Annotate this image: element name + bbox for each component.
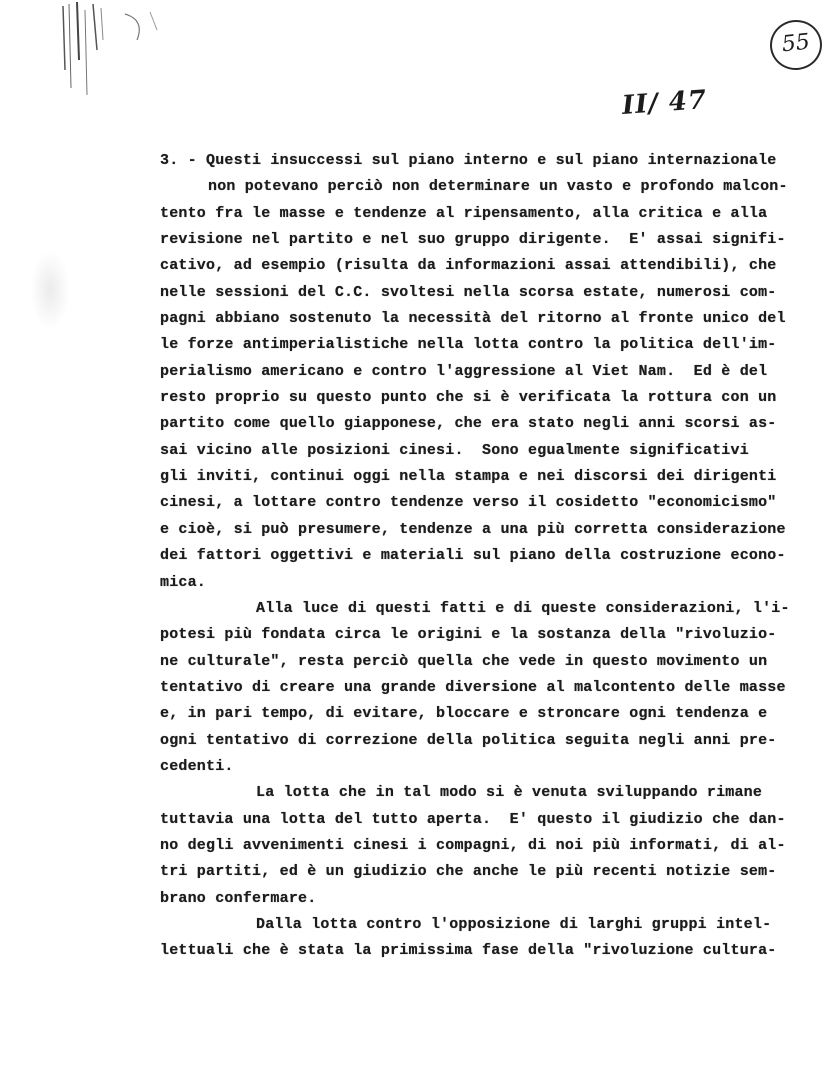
text-line: cedenti. bbox=[160, 757, 234, 775]
text-line: brano confermare. bbox=[160, 889, 317, 907]
text-line: resto proprio su questo punto che si è verificata la rottura con un bbox=[160, 389, 777, 407]
scan-smudge bbox=[30, 250, 70, 330]
text-line: gli inviti, continui oggi nella stampa e nei discorsi dei dirigenti bbox=[160, 468, 777, 486]
text-line: La lotta che in tal modo si è venuta sviluppando rimane bbox=[256, 784, 763, 802]
text-line: le forze antimperialistiche nella lotta contro la politica dell'im- bbox=[160, 336, 777, 354]
text-line: mica. bbox=[160, 573, 207, 591]
text-line: ne culturale", resta perciò quella che vede in questo movimento un bbox=[160, 652, 768, 670]
text-line: tri partiti, ed è un giudizio che anche le più recenti notizie sem- bbox=[160, 863, 777, 881]
scan-artifact-marks bbox=[55, 0, 175, 110]
text-line: e cioè, si può presumere, tendenze a una più corretta considerazione bbox=[160, 520, 786, 538]
text-line: 3. - Questi insuccessi sul piano interno e sul piano internazionale bbox=[160, 152, 777, 169]
text-line: tuttavia una lotta del tutto aperta. E' questo il giudizio che dan- bbox=[160, 810, 786, 828]
text-line: tento fra le masse e tendenze al ripensamento, alla critica e alla bbox=[160, 204, 768, 222]
text-line: cativo, ad esempio (risulta da informazioni assai attendibili), che bbox=[160, 257, 777, 275]
page-number-stamp bbox=[768, 17, 825, 72]
text-line: perialismo americano e contro l'aggressione al Viet Nam. Ed è del bbox=[160, 362, 768, 380]
text-line: nelle sessioni del C.C. svoltesi nella scorsa estate, numerosi com- bbox=[160, 283, 777, 301]
document-reference: II/ 47 bbox=[621, 85, 709, 121]
text-line: non potevano perciò non determinare un vasto e profondo malcon- bbox=[208, 178, 788, 196]
text-line: Dalla lotta contro l'opposizione di larghi gruppi intel- bbox=[256, 915, 772, 933]
text-line: potesi più fondata circa le origini e la sostanza della "rivoluzio- bbox=[160, 626, 777, 644]
body-text bbox=[160, 148, 810, 965]
text-line: partito come quello giapponese, che era stato negli anni scorsi as- bbox=[160, 415, 777, 433]
text-line: dei fattori oggettivi e materiali sul piano della costruzione econo- bbox=[160, 547, 786, 565]
text-line: lettuali che è stata la primissima fase della "rivoluzione cultura- bbox=[160, 942, 777, 960]
text-line: pagni abbiano sostenuto la necessità del ritorno al fronte unico del bbox=[160, 310, 786, 328]
text-line: ogni tentativo di correzione della politica seguita negli anni pre- bbox=[160, 731, 777, 749]
text-line: Alla luce di questi fatti e di queste considerazioni, l'i- bbox=[256, 599, 790, 617]
text-line: sai vicino alle posizioni cinesi. Sono egualmente significativi bbox=[160, 441, 749, 459]
text-line: cinesi, a lottare contro tendenze verso il cosidetto "economicismo" bbox=[160, 494, 777, 512]
text-line: no degli avvenimenti cinesi i compagni, di noi più informati, di al- bbox=[160, 836, 786, 854]
text-line: e, in pari tempo, di evitare, bloccare e stroncare ogni tendenza e bbox=[160, 705, 768, 723]
text-line: tentativo di creare una grande diversione al malcontento delle masse bbox=[160, 678, 786, 696]
text-line: revisione nel partito e nel suo gruppo dirigente. E' assai signifi- bbox=[160, 231, 786, 249]
page-number-stamp-text: 55 bbox=[780, 29, 812, 58]
